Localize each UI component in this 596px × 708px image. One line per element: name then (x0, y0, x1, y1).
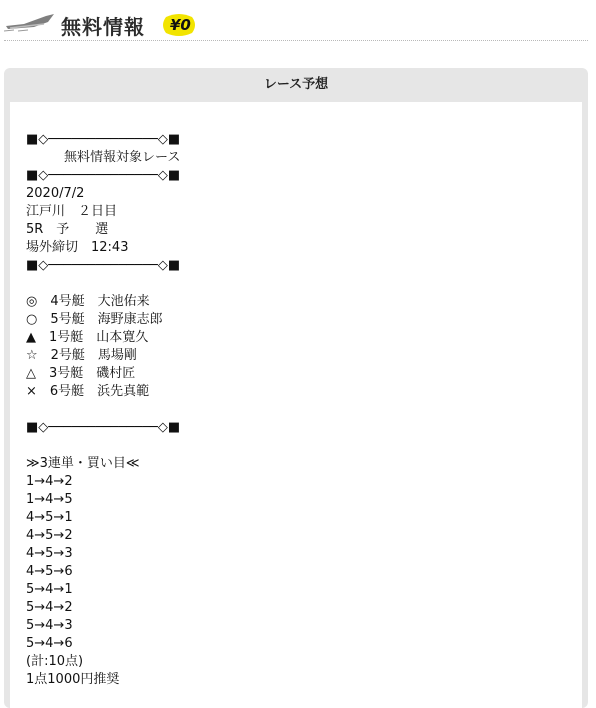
divider-line: ■◇──────────────◇■ (26, 420, 181, 435)
race-prediction-panel (4, 68, 588, 708)
target-race-label: 無料情報対象レース (64, 150, 181, 165)
bets-total: (計:10点) (26, 654, 84, 669)
race-name: 5R 予 選 (26, 222, 109, 237)
price-badge: ¥0 (170, 16, 191, 34)
bet-combo: 4→5→6 (26, 564, 73, 579)
prediction-item: ▲ 1号艇 山本寛久 (26, 330, 149, 345)
race-venue-day: 江戸川 ２日目 (26, 204, 118, 219)
bet-combo: 5→4→1 (26, 582, 73, 597)
bets-heading: ≫3連単・買い目≪ (26, 456, 140, 471)
bet-combo: 1→4→5 (26, 492, 73, 507)
panel-title: レース予想 (263, 77, 329, 92)
speedboat-logo-icon (4, 10, 56, 34)
prediction-item: ○ 5号艇 海野康志郎 (26, 312, 163, 327)
prediction-item: △ 3号艇 磯村匠 (26, 366, 136, 381)
prediction-text (26, 131, 180, 689)
bet-combo: 5→4→3 (26, 618, 73, 633)
divider-line: ■◇──────────────◇■ (26, 168, 181, 183)
bet-combo: 4→5→3 (26, 546, 73, 561)
bets-recommend: 1点1000円推奨 (26, 672, 120, 687)
bet-combo: 1→4→2 (26, 474, 73, 489)
race-deadline: 場外締切 12:43 (26, 240, 129, 255)
bet-combo: 5→4→2 (26, 600, 73, 615)
divider-line: ■◇──────────────◇■ (26, 132, 181, 147)
prediction-item: ☆ 2号艇 馬場剛 (26, 348, 137, 363)
page-title: 無料情報 (61, 15, 145, 39)
divider-line: ■◇──────────────◇■ (26, 258, 181, 273)
page-header (4, 0, 588, 41)
bet-combo: 5→4→6 (26, 636, 73, 651)
race-date: 2020/7/2 (26, 186, 85, 201)
panel-content (10, 102, 582, 708)
prediction-item: × 6号艇 浜先真範 (26, 384, 150, 399)
bet-combo: 4→5→2 (26, 528, 73, 543)
prediction-item: ◎ 4号艇 大池佑来 (26, 294, 150, 309)
bet-combo: 4→5→1 (26, 510, 73, 525)
